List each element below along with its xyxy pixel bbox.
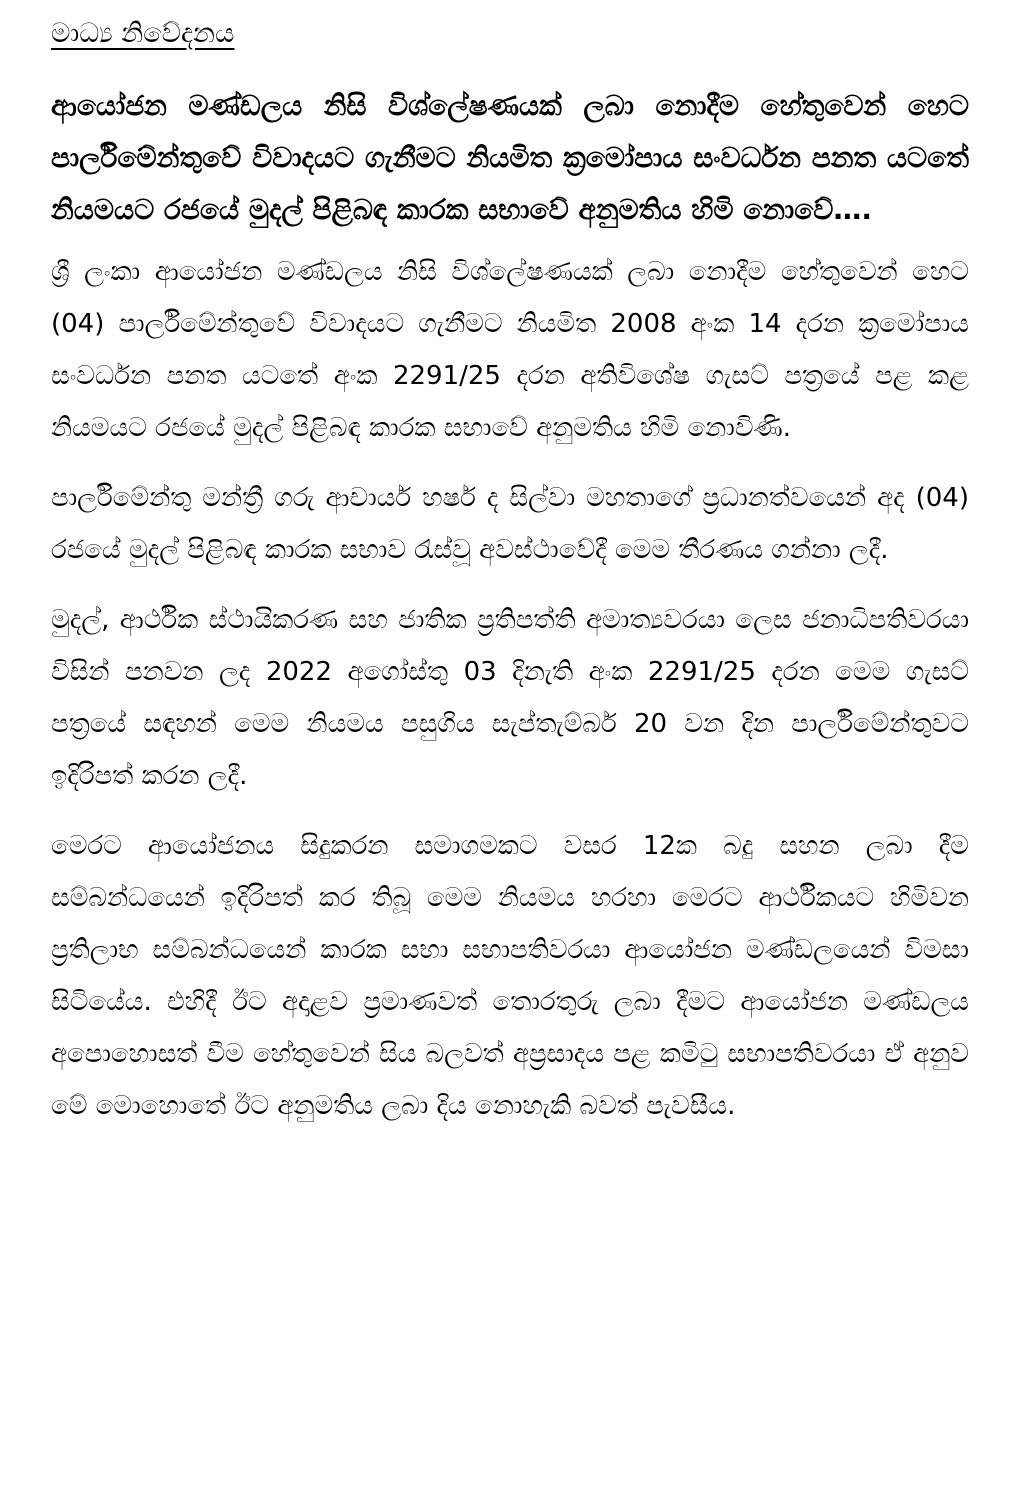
paragraph-2: පාර්ලිමේන්තු මන්ත්‍රී ගරු ආචාර්ය හර්ෂ ද සිල්වා මහතාගේ ප්‍රධානත්වයෙන් අද (04) රජයේ මුදල් පිළිබඳ කාරක සභාව රැස්වූ අවස්ථාවේදී මෙම තීරණය ගන්නා ලදී. bbox=[51, 483, 969, 565]
document-title: මාධ්‍ය නිවේදනය bbox=[51, 18, 235, 49]
press-release-document bbox=[51, 14, 969, 1132]
paragraph-3: මුදල්, ආර්ථික ස්ථායිකරණ සහ ජාතික ප්‍රතිපත්ති අමාත්‍යවරයා ලෙස ජනාධිපතිවරයා විසින් පනවන ලද 2022 අගෝස්තු 03 දිනැති අංක 2291/25 දරන මෙම ගැසට් පත්‍රයේ සඳහන් මෙම නියමය පසුගිය සැප්තැම්බර් 20 වන දින පාර්ලිමේන්තුවට ඉදිරිපත් කරන ලදී. bbox=[51, 605, 969, 791]
headline: ආයෝජන මණ්ඩලය නිසි විශ්ලේෂණයක් ලබා නොදීම හේතුවෙන් හෙට පාර්ලිමේන්තුවේ විවාදයට ගැනීමට නියමිත ක්‍රමෝපාය සංවර්ධන පනත යටතේ නියමයට රජයේ මුදල් පිළිබඳ කාරක සභාවේ අනුමතිය හිමි නොවේ…. bbox=[51, 89, 969, 226]
paragraph-4: මෙරට ආයෝජනය සිදුකරන සමාගමකට වසර 12ක බදු සහන ලබා දීම සම්බන්ධයෙන් ඉදිරිපත් කර තිබූ මෙම නියමය හරහා මෙරට ආර්ථිකයට හිමිවන ප්‍රතිලාභ සම්බන්ධයෙන් කාරක සභා සභාපතිවරයා ආයෝජන මණ්ඩලයෙන් විමසා සිටියේය. එහිදී ඊට අදාළව ප්‍රමාණවත් තොරතුරු ලබා දීමට ආයෝජන මණ්ඩලය අපොහොසත් වීම හේතුවෙන් සිය බලවත් අප්‍රසාදය පළ කමිටු සභාපතිවරයා ඒ අනුව මේ මොහොතේ ඊට අනුමතිය ලබා දිය නොහැකි බවත් පැවසීය. bbox=[51, 831, 969, 1121]
paragraph-1: ශ්‍රී ලංකා ආයෝජන මණ්ඩලය නිසි විශ්ලේෂණයක් ලබා නොදීම හේතුවෙන් හෙට (04) පාර්ලිමේන්තුවේ විවාදයට ගැනීමට නියමිත 2008 අංක 14 දරන ක්‍රමෝපාය සංවර්ධන පනත යටතේ අංක 2291/25 දරන අතිවිශේෂ ගැසට් පත්‍රයේ පළ කළ නියමයට රජයේ මුදල් පිළිබඳ කාරක සභාවේ අනුමතිය හිමි නොවිණි. bbox=[51, 257, 969, 443]
